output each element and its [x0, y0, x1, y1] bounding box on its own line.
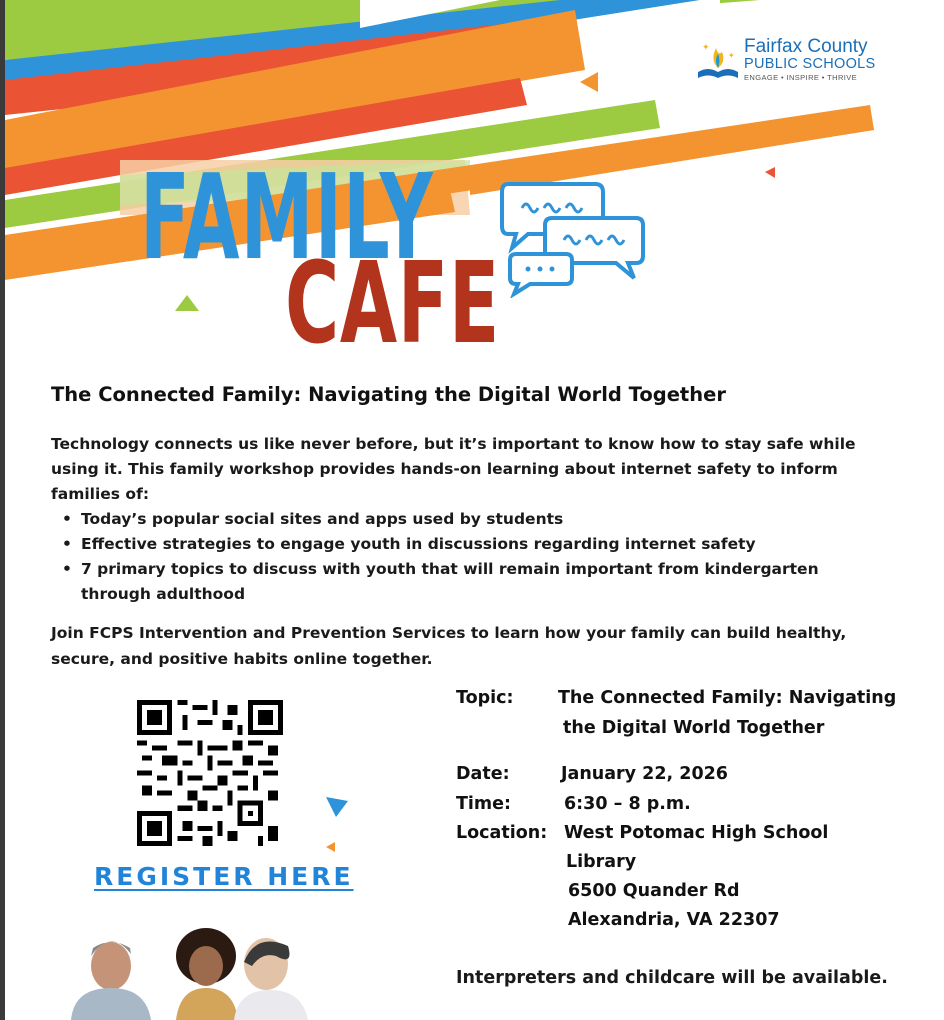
triangle-orange-decoration — [326, 842, 338, 854]
topic-value-line2: the Digital World Together — [563, 718, 825, 738]
time-value: 6:30 – 8 p.m. — [564, 794, 691, 814]
topic-bullet-list — [55, 507, 855, 607]
list-item: • 7 primary topics to discuss with youth that will remain important from kindergarten through adulthood — [55, 557, 855, 607]
location-line3: 6500 Quander Rd — [568, 881, 740, 901]
location-line1: West Potomac High School — [564, 823, 829, 843]
availability-note: Interpreters and childcare will be available. — [456, 968, 888, 988]
triangle-green-decoration — [175, 295, 205, 315]
topic-label: Topic: — [456, 688, 514, 708]
time-label: Time: — [456, 794, 512, 814]
svg-text:✦: ✦ — [728, 51, 735, 60]
topic-value-line1: The Connected Family: Navigating — [558, 688, 897, 708]
register-here-link[interactable]: REGISTER HERE — [94, 862, 354, 891]
intro-paragraph: Technology connects us like never before, but it’s important to know how to stay safe while using it. This family workshop provides hands-on learning about internet safety to inform families of: — [51, 435, 856, 503]
logo-subname: PUBLIC SCHOOLS — [744, 56, 876, 72]
hero-subtitle: CAFE — [285, 239, 501, 369]
join-paragraph: Join FCPS Intervention and Prevention Services to learn how your family can build healthy, secure, and positive habits online together. — [51, 624, 847, 668]
list-item: • Effective strategies to engage youth in discussions regarding internet safety — [55, 532, 855, 557]
date-label: Date: — [456, 764, 510, 784]
logo-name: Fairfax County — [744, 36, 868, 57]
fcps-logo — [694, 36, 894, 86]
chat-bubbles-icon — [500, 178, 650, 298]
svg-text:✦: ✦ — [702, 43, 710, 53]
book-flame-icon — [694, 38, 742, 86]
list-item: • Today’s popular social sites and apps used by students — [55, 507, 855, 532]
location-line2: Library — [566, 852, 637, 872]
registration-qr-code[interactable] — [137, 700, 283, 846]
family-photo — [66, 926, 316, 1020]
triangle-blue-decoration — [326, 797, 352, 821]
logo-tagline: ENGAGE • INSPIRE • THRIVE — [744, 73, 858, 82]
date-value: January 22, 2026 — [561, 764, 728, 784]
event-headline: The Connected Family: Navigating the Digital World Together — [51, 383, 726, 406]
hero-title: FAMILY — [140, 148, 434, 286]
location-label: Location: — [456, 823, 548, 843]
location-line4: Alexandria, VA 22307 — [568, 910, 780, 930]
